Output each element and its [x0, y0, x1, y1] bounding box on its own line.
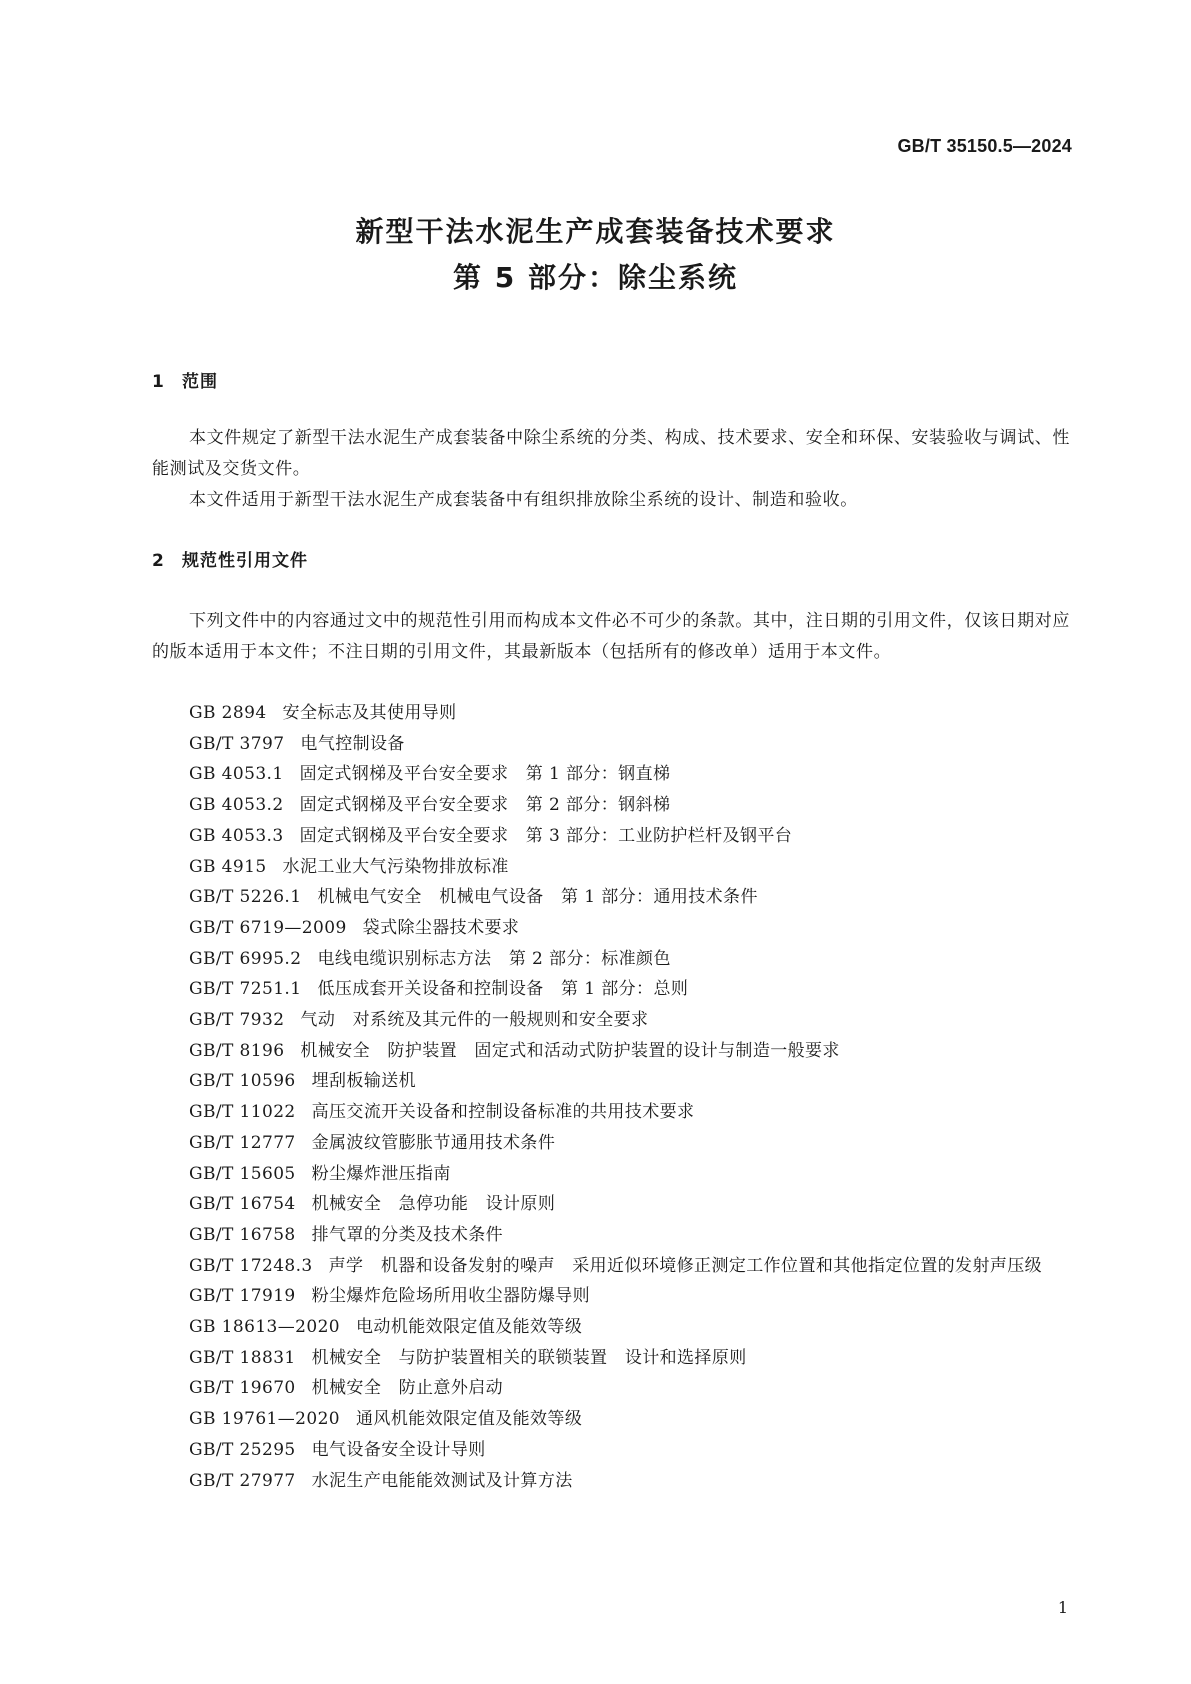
reference-title: 机械安全 与防护装置相关的联锁装置 设计和选择原则 [311, 1347, 747, 1368]
reference-item [152, 882, 1070, 913]
reference-code: GB/T 7932 [189, 1010, 285, 1031]
reference-item [152, 1005, 1070, 1036]
reference-title: 排气罩的分类及技术条件 [311, 1224, 504, 1245]
reference-code: GB 4053.2 [189, 795, 284, 816]
reference-item [152, 1312, 1070, 1343]
reference-item [152, 1435, 1070, 1466]
reference-code: GB 18613—2020 [189, 1317, 341, 1338]
reference-title: 机械安全 防止意外启动 [311, 1378, 504, 1399]
reference-item [152, 759, 1070, 790]
reference-item [152, 729, 1070, 760]
reference-title: 电线电缆识别标志方法 第 2 部分：标准颜色 [317, 948, 671, 969]
reference-code: GB/T 8196 [189, 1040, 285, 1061]
reference-title: 粉尘爆炸泄压指南 [311, 1163, 451, 1184]
reference-title: 低压成套开关设备和控制设备 第 1 部分：总则 [317, 979, 689, 1000]
reference-code: GB 4915 [189, 856, 267, 877]
reference-title: 气动 对系统及其元件的一般规则和安全要求 [300, 1010, 649, 1031]
reference-code: GB/T 7251.1 [189, 979, 302, 1000]
document-title-line1: 新型干法水泥生产成套装备技术要求 [355, 215, 836, 248]
reference-item [152, 1066, 1070, 1097]
page-number: 1 [1057, 1598, 1068, 1617]
reference-title: 固定式钢梯及平台安全要求 第 1 部分：钢直梯 [299, 764, 671, 785]
section-1-title: 范围 [182, 372, 218, 392]
reference-code: GB/T 25295 [189, 1439, 296, 1460]
reference-item [152, 1251, 1070, 1282]
reference-code: GB/T 17919 [189, 1286, 296, 1307]
reference-title: 电气设备安全设计导则 [311, 1439, 486, 1460]
reference-code: GB/T 11022 [189, 1102, 296, 1123]
section-2-intro: 下列文件中的内容通过文中的规范性引用而构成本文件必不可少的条款。其中，注日期的引用文件，仅该日期对应的版本适用于本文件；不注日期的引用文件，其最新版本（包括所有的修改单）适用于本文件。 [152, 611, 1070, 662]
reference-title: 机械安全 急停功能 设计原则 [311, 1194, 556, 1215]
reference-code: GB/T 16754 [189, 1194, 296, 1215]
reference-code: GB/T 18831 [189, 1347, 296, 1368]
reference-title: 埋刮板输送机 [311, 1071, 417, 1092]
reference-code: GB/T 5226.1 [189, 887, 302, 908]
reference-item [152, 852, 1070, 883]
reference-list [152, 698, 1070, 1496]
section-2-title: 规范性引用文件 [182, 551, 308, 571]
standard-code: GB/T 35150.5—2024 [897, 136, 1072, 156]
reference-item [152, 821, 1070, 852]
section-2-number: 2 [152, 551, 165, 571]
reference-title: 水泥生产电能能效测试及计算方法 [311, 1470, 573, 1491]
reference-code: GB 19761—2020 [189, 1409, 341, 1430]
reference-title: 通风机能效限定值及能效等级 [356, 1409, 583, 1430]
reference-code: GB 4053.3 [189, 825, 284, 846]
reference-code: GB/T 15605 [189, 1163, 296, 1184]
section-1-number: 1 [152, 372, 165, 392]
reference-code: GB/T 10596 [189, 1071, 296, 1092]
reference-title: 安全标志及其使用导则 [282, 703, 457, 723]
reference-title: 电气控制设备 [300, 733, 405, 754]
reference-item [152, 913, 1070, 944]
reference-item [152, 1343, 1070, 1374]
reference-title: 袋式除尘器技术要求 [362, 917, 520, 938]
reference-item [152, 1281, 1070, 1312]
reference-code: GB/T 16758 [189, 1224, 296, 1245]
document-title-line2: 第 5 部分：除尘系统 [453, 261, 738, 294]
reference-title: 高压交流开关设备和控制设备标准的共用技术要求 [311, 1102, 695, 1123]
reference-code: GB 2894 [189, 703, 267, 723]
reference-title: 电动机能效限定值及能效等级 [356, 1317, 583, 1338]
section-1-paragraph-1: 本文件规定了新型干法水泥生产成套装备中除尘系统的分类、构成、技术要求、安全和环保、安装验收与调试、性能测试及交货文件。 [152, 428, 1070, 479]
reference-item [152, 1404, 1070, 1435]
reference-code: GB/T 3797 [189, 733, 285, 754]
reference-item [152, 790, 1070, 821]
reference-item [152, 944, 1070, 975]
section-1-paragraph-2: 本文件适用于新型干法水泥生产成套装备中有组织排放除尘系统的设计、制造和验收。 [189, 490, 858, 510]
reference-item [152, 1220, 1070, 1251]
reference-title: 粉尘爆炸危险场所用收尘器防爆导则 [311, 1286, 591, 1307]
reference-item [152, 1466, 1070, 1497]
reference-item [152, 1097, 1070, 1128]
reference-item [152, 1036, 1070, 1067]
reference-code: GB/T 27977 [189, 1470, 296, 1491]
reference-item [152, 698, 1070, 729]
reference-title: 固定式钢梯及平台安全要求 第 3 部分：工业防护栏杆及钢平台 [299, 825, 793, 846]
reference-item [152, 1373, 1070, 1404]
reference-item [152, 1189, 1070, 1220]
reference-item [152, 1128, 1070, 1159]
reference-code: GB/T 12777 [189, 1132, 296, 1153]
reference-code: GB 4053.1 [189, 764, 284, 785]
reference-code: GB/T 6719—2009 [189, 917, 347, 938]
reference-item [152, 1159, 1070, 1190]
reference-title: 机械电气安全 机械电气设备 第 1 部分：通用技术条件 [317, 887, 758, 908]
section-2-heading [152, 546, 308, 571]
reference-item [152, 974, 1070, 1005]
reference-title: 水泥工业大气污染物排放标准 [282, 856, 509, 877]
reference-title: 金属波纹管膨胀节通用技术条件 [311, 1132, 556, 1153]
reference-title: 机械安全 防护装置 固定式和活动式防护装置的设计与制造一般要求 [300, 1040, 840, 1061]
reference-title: 声学 机器和设备发射的噪声 采用近似环境修正测定工作位置和其他指定位置的发射声压级 [328, 1255, 1043, 1276]
section-1-heading [152, 367, 218, 392]
reference-code: GB/T 19670 [189, 1378, 296, 1399]
reference-code: GB/T 17248.3 [189, 1255, 313, 1276]
reference-title: 固定式钢梯及平台安全要求 第 2 部分：钢斜梯 [299, 795, 671, 816]
reference-code: GB/T 6995.2 [189, 948, 302, 969]
